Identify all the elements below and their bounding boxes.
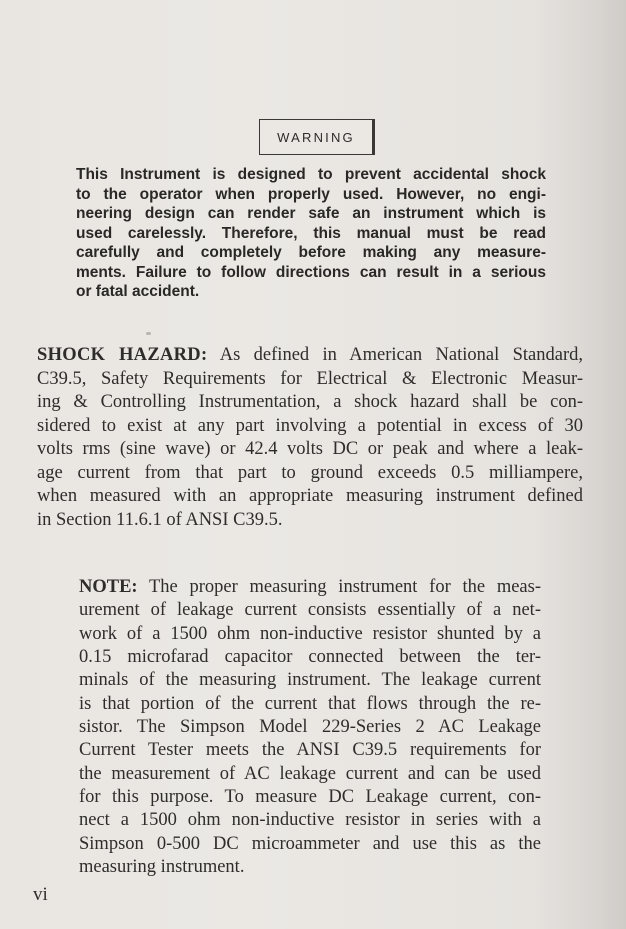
warning-line: This Instrument is designed to prevent accidental shock: [76, 166, 546, 183]
note-line: for this purpose. To measure DC Leakage current, con-: [79, 787, 541, 808]
warning-line: to the operator when properly used. However, no engi-: [76, 185, 546, 203]
note-line: measuring instrument.: [79, 857, 245, 878]
note-line: nect a 1500 ohm non-inductive resistor in series with a: [79, 810, 541, 831]
note-first-line-text: The proper measuring instrument for the meas-: [149, 577, 541, 597]
note-line: 0.15 microfarad capacitor connected between the ter-: [79, 647, 541, 668]
warning-line: neering design can render safe an instrument which is: [76, 205, 546, 222]
shock-hazard-lead: SHOCK HAZARD:: [37, 345, 208, 365]
note-line: the measurement of AC leakage current and can be used: [79, 763, 541, 784]
note-line: Current Tester meets the ANSI C39.5 requirements for: [79, 740, 541, 761]
warning-line: used carelessly. Therefore, this manual must be read: [76, 224, 546, 242]
note-line: minals of the measuring instrument. The leakage current: [79, 670, 541, 691]
warning-line: carefully and completely before making any measure-: [76, 244, 546, 261]
warning-heading-box: [259, 119, 375, 155]
shock-hazard-paragraph: [37, 344, 583, 532]
note-line: is that portion of the current that flows through the re-: [79, 693, 541, 714]
shock-hazard-line: when measured with an appropriate measuring instrument defined: [37, 486, 583, 506]
note-line: Simpson 0-500 DC microammeter and use this as the: [79, 833, 541, 854]
print-speck: [146, 332, 151, 335]
note-first-line: [79, 576, 541, 599]
shock-hazard-line: age current from that part to ground exceeds 0.5 milliampere,: [37, 462, 583, 483]
note-paragraph: [79, 576, 541, 879]
warning-line: ments. Failure to follow directions can result in a serious: [76, 263, 546, 281]
shock-hazard-line: volts rms (sine wave) or 42.4 volts DC or peak and where a leak-: [37, 439, 583, 459]
note-lead: NOTE:: [79, 577, 138, 597]
note-line: urement of leakage current consists essentially of a net-: [79, 600, 541, 621]
shock-hazard-line: ing & Controlling Instrumentation, a shock hazard shall be con-: [37, 392, 583, 412]
note-line: work of a 1500 ohm non-inductive resistor shunted by a: [79, 623, 541, 644]
warning-line: or fatal accident.: [76, 283, 200, 300]
shock-hazard-line: sidered to exist at any part involving a potential in excess of 30: [37, 415, 583, 436]
shock-hazard-line: in Section 11.6.1 of ANSI C39.5.: [37, 509, 283, 530]
shock-hazard-first-line-text: As defined in American National Standard,: [219, 345, 583, 365]
note-line: sistor. The Simpson Model 229-Series 2 AC Leakage: [79, 717, 541, 738]
shock-hazard-line: C39.5, Safety Requirements for Electrical & Electronic Measur-: [37, 368, 583, 389]
page-number: vi: [33, 884, 48, 905]
warning-paragraph: [76, 165, 546, 302]
shock-hazard-first-line: [37, 344, 583, 368]
warning-heading: WARNING: [277, 129, 355, 145]
